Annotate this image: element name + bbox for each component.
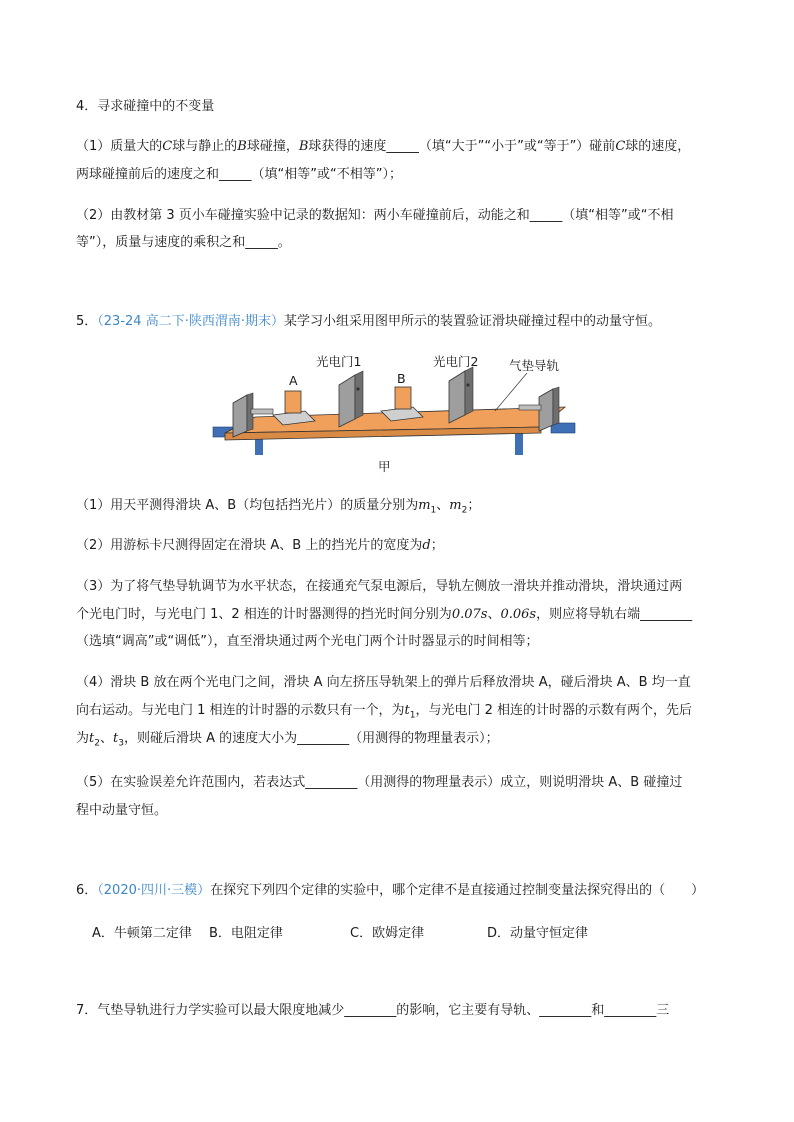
- label-slider-b: B: [397, 371, 406, 386]
- q5-part4-line1: （4）滑块 B 放在两个光电门之间，滑块 A 向左挤压导轨架上的弹片后释放滑块 A，碰后滑块 A、B 均一直: [76, 675, 691, 690]
- flag-b: [395, 387, 411, 409]
- photogate-1: [339, 375, 355, 427]
- q5-stem: 5．（23-24 高二下·陕西渭南·期末）某学习小组采用图甲所示的装置验证滑块碰撞过程中的动量守恒。: [76, 314, 661, 329]
- q5-part1: （1）用天平测得滑块 A、B（均包括挡光片）的质量分别为$m_1$、$m_2$；: [76, 498, 481, 516]
- q7-stem: 7．气垫导轨进行力学实验可以最大限度地减少________的影响，它主要有导轨、________和________三: [76, 1003, 670, 1018]
- q5-part3-line3: （选填“调高”或“调低”），直至滑块通过两个光电门两个计时器显示的时间相等；: [76, 634, 539, 649]
- q5-part3-line2: 个光电门时，与光电门 1、2 相连的计时器测得的挡光时间分别为0.07s、0.06s，则应将导轨右端________: [76, 607, 693, 622]
- q6-option-d[interactable]: D．动量守恒定律: [487, 926, 589, 941]
- label-gate-1: 光电门1: [316, 354, 362, 369]
- right-spring-clip: [519, 405, 541, 410]
- right-leg: [515, 433, 523, 455]
- label-slider-a: A: [289, 373, 298, 388]
- photogate-2: [449, 371, 465, 423]
- q4-part1-line1: （1）质量大的C球与静止的B球碰撞，B球获得的速度_____（填“大于”“小于”或“等于”）碰前C球的速度，: [76, 139, 691, 154]
- q5-part4-line3: 为$t_2$、$t_3$，则碰后滑块 A 的速度大小为________（用测得的物理量表示）；: [76, 731, 499, 749]
- q5-part5-line2: 程中动量守恒。: [76, 803, 168, 818]
- q6-option-a[interactable]: A．牛顿第二定律: [92, 926, 192, 941]
- q4-title: 4．寻求碰撞中的不变量: [76, 99, 215, 114]
- flag-a: [285, 391, 301, 413]
- q5-source: （23-24 高二下·陕西渭南·期末）: [97, 314, 284, 329]
- q4-part1-line2: 两球碰撞前后的速度之和_____（填“相等”或“不相等”）；: [76, 167, 402, 182]
- q6-option-b[interactable]: B．电阻定律: [209, 926, 283, 941]
- q4-part2-line2: 等”），质量与速度的乘积之和_____。: [76, 235, 291, 250]
- q4-part2-line1: （2）由教材第 3 页小车碰撞实验中记录的数据知：两小车碰撞前后，动能之和_____（填“相等”或“不相: [76, 208, 674, 223]
- left-spring-clip: [251, 409, 273, 414]
- label-air-track: 气垫导轨: [509, 358, 560, 373]
- q5-part2: （2）用游标卡尺测得固定在滑块 A、B 上的挡光片的宽度为d；: [76, 538, 444, 553]
- figure-caption: 甲: [378, 459, 391, 474]
- q5-part3-line1: （3）为了将气垫导轨调节为水平状态，在接通充气泵电源后，导轨左侧放一滑块并推动滑块，滑块通过两: [76, 579, 683, 594]
- left-end-stand: [233, 395, 247, 437]
- q6-stem: 6．（2020·四川·三模）在探究下列四个定律的实验中，哪个定律不是直接通过控制变量法探究得出的（ ）: [76, 883, 705, 898]
- q5-part5-line1: （5）在实验误差允许范围内，若表达式________（用测得的物理量表示）成立，则说明滑块 A、B 碰撞过: [76, 775, 683, 790]
- q5-part4-line2: 向右运动。与光电门 1 相连的计时器的示数只有一个，为$t_1$，与光电门 2 相连的计时器的示数有两个，先后: [76, 703, 693, 721]
- q6-option-c[interactable]: C．欧姆定律: [350, 926, 425, 941]
- q6-source: （2020·四川·三模）: [97, 883, 211, 898]
- label-gate-2: 光电门2: [433, 354, 479, 369]
